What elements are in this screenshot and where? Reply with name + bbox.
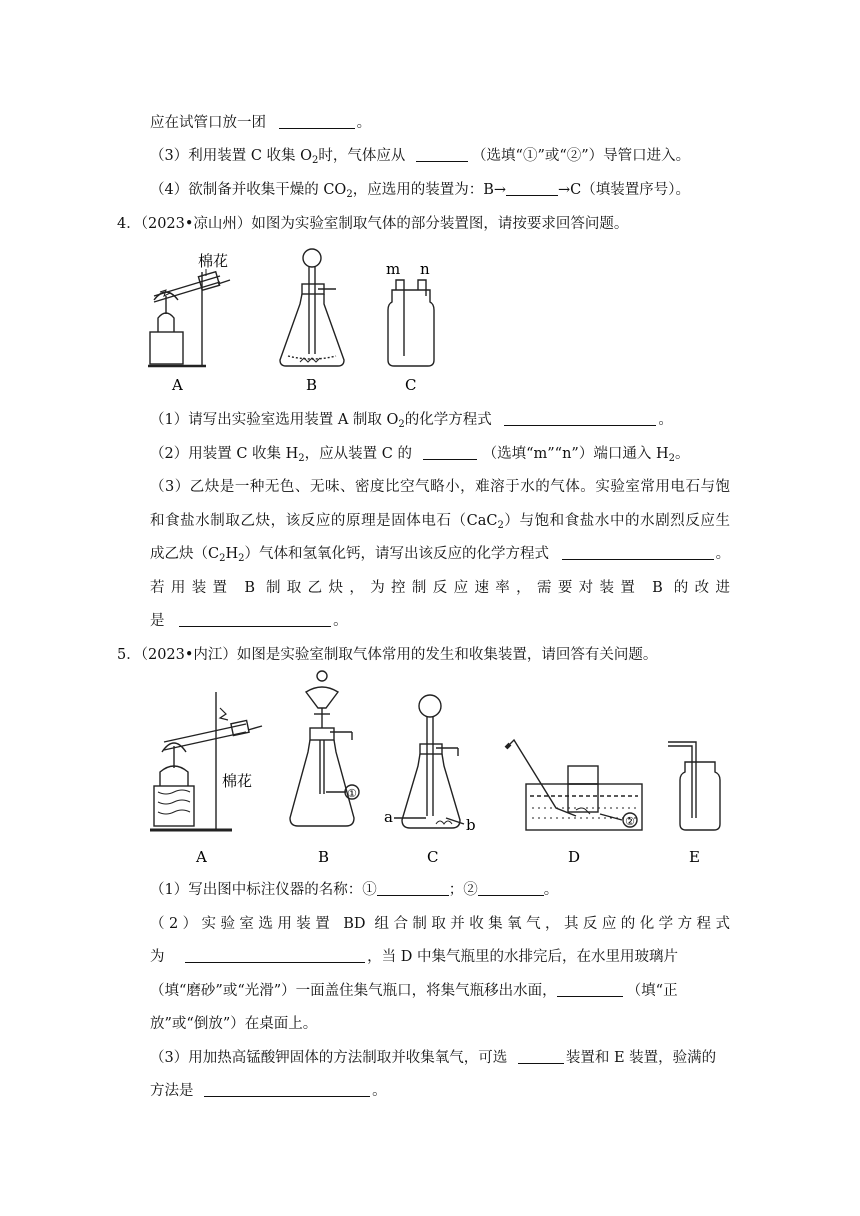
q5-figure <box>140 668 740 873</box>
q5-title: 5．（2023•内江）如图是实验室制取气体常用的发生和收集装置，请回答有关问题。 <box>117 647 658 663</box>
answer-blank[interactable] <box>377 881 449 896</box>
cotton-label: 棉花 <box>198 252 229 270</box>
apparatus-d <box>506 740 642 830</box>
apparatus-c <box>388 280 434 366</box>
label-b: B <box>306 376 318 394</box>
answer-blank[interactable] <box>562 545 714 560</box>
q4-part-3-line-3: 成乙炔$(C_2H_2)$气体和氢氧化钙，请写出该反应的化学方程式 。 <box>150 546 731 564</box>
label-e: E <box>689 848 700 866</box>
cotton-label: 棉花 <box>222 772 253 790</box>
apparatus-c <box>394 695 464 828</box>
q4-part-3-line-1: （3）乙炔是一种无色、无味、密度比空气略小，难溶于水的气体。实验室常用电石与饱 <box>150 479 730 495</box>
q5-part-3-line-2: 方法是 。 <box>150 1083 387 1099</box>
q3-part-4: （4）欲制备并收集干燥的 $CO_2$，应选用的装置为：B→ →C（填装置序号）。 <box>150 182 691 200</box>
answer-blank[interactable] <box>204 1082 370 1097</box>
q5-part-2-line-2: 为 ，当 D 中集气瓶里的水排完后，在水里用玻璃片 <box>150 949 678 965</box>
q4-figure <box>140 244 440 399</box>
q4-title: 4．（2023•凉山州）如图为实验室制取气体的部分装置图，请按要求回答问题。 <box>117 216 629 232</box>
answer-blank[interactable] <box>416 147 468 162</box>
label-n: n <box>420 260 430 278</box>
answer-blank[interactable] <box>504 411 656 426</box>
apparatus-a <box>150 692 262 830</box>
answer-blank[interactable] <box>506 181 558 196</box>
q4-part-3-line-5: 是 。 <box>150 613 348 629</box>
apparatus-e <box>668 742 720 830</box>
q5-part-1: （1）写出图中标注仪器的名称：① ；② 。 <box>150 882 559 898</box>
q4-part-1: （1）请写出实验室选用装置 A 制取 $O_2$的化学方程式 。 <box>150 412 673 430</box>
answer-blank[interactable] <box>179 612 331 627</box>
q5-part-2-line-3: （填“磨砂”或“光滑”）一面盖住集气瓶口，将集气瓶移出水面， （填“正 <box>150 983 678 999</box>
circle-2-label: ② <box>625 815 635 828</box>
label-c: C <box>405 376 417 394</box>
label-a-port: a <box>384 808 393 826</box>
q4-part-3-line-2: 和食盐水制取乙炔，该反应的原理是固体电石（CaC$_2$）与饱和食盐水中的水剧烈反应生 <box>150 513 731 531</box>
label-b-port: b <box>466 816 476 834</box>
q5-part-2-line-1: （2）实验室选用装置 BD 组合制取并收集氧气，其反应的化学方程式 <box>150 916 730 932</box>
label-a: A <box>172 376 183 394</box>
answer-blank[interactable] <box>279 114 355 129</box>
label-c: C <box>427 848 439 866</box>
answer-blank[interactable] <box>557 982 623 997</box>
apparatus-b <box>290 671 359 826</box>
q4-part-3-line-4: 若用装置 B 制取乙炔，为控制反应速率，需要对装置 B 的改进 <box>150 580 730 596</box>
label-b: B <box>318 848 330 866</box>
q4-part-2: （2）用装置 C 收集 $H_2$，应从装置 C 的 （选填“m”“n”）端口通入 $H_2$。 <box>150 446 690 464</box>
q5-part-2-line-4: 放”或“倒放”）在桌面上。 <box>150 1016 318 1032</box>
answer-blank[interactable] <box>185 948 365 963</box>
q3-part-3: （3）利用装置 C 收集 $O_2$时，气体应从 （选填“①”或“②”）导管口进入。 <box>150 148 691 166</box>
answer-blank[interactable] <box>423 445 477 460</box>
label-a: A <box>196 848 207 866</box>
q5-part-3-line-1: （3）用加热高锰酸钾固体的方法制取并收集氧气，可选 装置和 E 装置，验满的 <box>150 1050 717 1066</box>
answer-blank[interactable] <box>518 1049 564 1064</box>
label-m: m <box>386 260 401 278</box>
circle-1-label: ① <box>347 787 357 800</box>
apparatus-b <box>280 249 344 366</box>
q3-line-1: 应在试管口放一团 。 <box>150 115 372 131</box>
apparatus-a <box>148 272 230 366</box>
label-d: D <box>568 848 581 866</box>
answer-blank[interactable] <box>478 881 544 896</box>
